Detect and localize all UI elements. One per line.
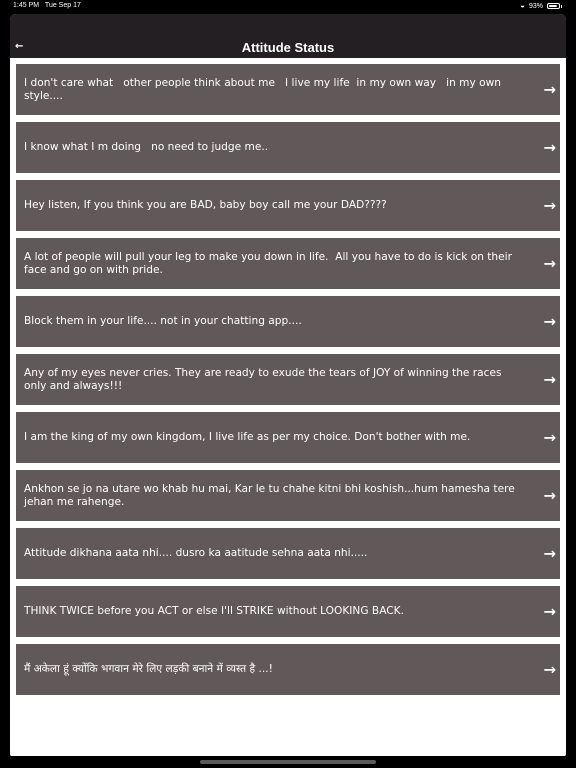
battery-icon [547, 3, 560, 9]
arrow-right-icon: → [543, 254, 556, 272]
status-time-value: 1:45 PM [13, 2, 40, 9]
arrow-right-icon: → [543, 196, 556, 214]
status-list-item[interactable] [16, 238, 560, 289]
status-list-item[interactable] [16, 586, 560, 637]
status-text: Any of my eyes never cries. They are ready to exude the tears of JOY of winning the races only and always!!! [24, 366, 505, 392]
home-indicator[interactable] [200, 760, 376, 764]
status-text: मैं अकेला हूं क्योंकि भगवान मेरे लिए लड़की बनाने में व्यस्त है ...! [24, 663, 273, 675]
arrow-right-icon: → [543, 80, 556, 98]
status-text: Attitude dikhana aata nhi.... dusro ka aatitude sehna aata nhi..... [24, 547, 368, 559]
status-date: Tue Sep 17 [44, 2, 81, 9]
battery-percent: 93% [528, 2, 543, 10]
status-text: I don't care what other people think about me I live my life in my own way in my own style.... [24, 76, 505, 102]
status-list-item[interactable] [16, 64, 560, 115]
status-text: I know what I m doing no need to judge me.. [24, 141, 269, 153]
wifi-icon: ◒ [520, 1, 525, 10]
status-text: Ankhon se jo na utare wo khab hu mai, Kar le tu chahe kitni bhi koshish...hum hamesha tere jehan me rahenge. [24, 482, 519, 508]
status-list-item[interactable] [16, 296, 560, 347]
arrow-right-icon: → [543, 370, 556, 388]
arrow-right-icon: → [543, 660, 556, 678]
arrow-right-icon: → [543, 138, 556, 156]
battery-nub [561, 5, 562, 8]
status-list-item[interactable] [16, 470, 560, 521]
arrow-right-icon: → [543, 486, 556, 504]
status-text: Block them in your life.... not in your chatting app.... [24, 315, 302, 327]
status-text: A lot of people will pull your leg to make you down in life. All you have to do is kick on their face and go on with pride. [24, 250, 516, 276]
arrow-right-icon: → [543, 428, 556, 446]
status-text: THINK TWICE before you ACT or else I'll STRIKE without LOOKING BACK. [24, 605, 404, 617]
status-list-item[interactable] [16, 354, 560, 405]
status-list [16, 64, 560, 702]
back-arrow-icon[interactable]: ← [15, 41, 24, 52]
app-window [10, 14, 566, 756]
battery-fill [549, 5, 557, 7]
status-bar [0, 0, 576, 12]
status-list-item[interactable] [16, 644, 560, 695]
status-list-item[interactable] [16, 528, 560, 579]
arrow-right-icon: → [543, 602, 556, 620]
status-text: I am the king of my own kingdom, I live life as per my choice. Don't bother with me. [24, 431, 471, 443]
navigation-bar [10, 14, 566, 58]
status-list-item[interactable] [16, 122, 560, 173]
arrow-right-icon: → [543, 312, 556, 330]
status-list-item[interactable] [16, 412, 560, 463]
status-indicators [520, 2, 562, 10]
status-text: Hey listen, If you think you are BAD, baby boy call me your DAD???? [24, 199, 387, 211]
page-title: Attitude Status [241, 40, 335, 55]
status-list-item[interactable] [16, 180, 560, 231]
status-time [13, 2, 81, 9]
arrow-right-icon: → [543, 544, 556, 562]
